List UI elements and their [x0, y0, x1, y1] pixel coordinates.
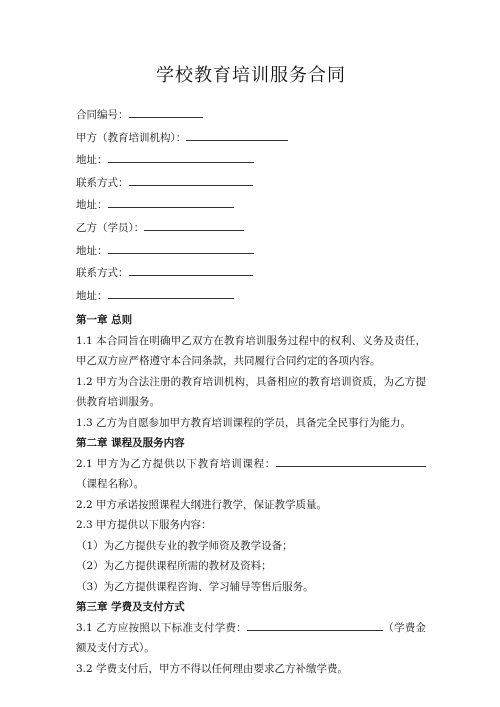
chapter-3 — [76, 597, 426, 679]
field-label: 甲方（教育培训机构）： — [76, 131, 187, 144]
party-b-address-field — [76, 243, 426, 258]
clause-2-1 — [76, 454, 426, 495]
clause-text: 2.1 甲方为乙方提供以下教育培训课程： — [76, 457, 276, 470]
party-a-address-field — [76, 152, 426, 167]
field-blank[interactable] — [108, 197, 234, 208]
field-label: 地址： — [76, 154, 108, 167]
field-label: 地址： — [76, 244, 108, 257]
field-label: 联系方式： — [76, 176, 129, 189]
service-item: （1）为乙方提供专业的教学师资及教学设备； — [76, 539, 293, 552]
party-a-address2-field — [76, 197, 426, 212]
clause-3-2: 3.2 学费支付后，甲方不得以任何理由要求乙方补缴学费。 — [76, 662, 349, 675]
clause-2-3: 2.3 甲方提供以下服务内容： — [76, 519, 212, 532]
field-blank[interactable] — [129, 175, 253, 186]
field-blank[interactable] — [129, 107, 203, 118]
field-label: 合同编号： — [76, 109, 129, 121]
party-a-field — [76, 130, 426, 145]
clause-text: 3.1 乙方应按照以下标准支付学费： — [76, 621, 247, 634]
course-name-blank[interactable] — [276, 456, 426, 467]
header-fields — [76, 107, 426, 303]
clause-1-2: 1.2 甲方为合法注册的教育培训机构，具备相应的教育培训资质，为乙方提供教育培训服务。 — [76, 375, 426, 409]
clause-text: （课程名称）。 — [76, 478, 145, 491]
field-blank[interactable] — [108, 152, 254, 163]
field-label: 乙方（学员）： — [76, 221, 145, 234]
tuition-blank[interactable] — [247, 620, 383, 631]
chapter-1 — [76, 310, 426, 433]
party-b-address2-field — [76, 288, 426, 303]
party-b-field — [76, 220, 426, 235]
field-label: 联系方式： — [76, 267, 129, 280]
document-title: 学校教育培训服务合同 — [156, 65, 346, 86]
clause-2-2: 2.2 甲方承诺按照课程大纲进行教学，保证教学质量。 — [76, 498, 328, 511]
field-blank[interactable] — [108, 243, 254, 254]
clause-1-1: 1.1 本合同旨在明确甲乙双方在教育培训服务过程中的权利、义务及责任，甲乙双方应严格遵守本合同条款，共同履行合同约定的各项内容。 — [76, 334, 426, 368]
field-label: 地址： — [76, 289, 108, 302]
chapter-heading: 第三章 学费及支付方式 — [76, 601, 185, 614]
party-a-contact-field — [76, 175, 426, 190]
clause-1-3: 1.3 乙方为自愿参加甲方教育培训课程的学员，具备完全民事行为能力。 — [76, 416, 412, 429]
party-b-contact-field — [76, 265, 426, 280]
service-item: （2）为乙方提供课程所需的教材及资料； — [76, 560, 272, 573]
field-blank[interactable] — [108, 288, 234, 299]
field-blank[interactable] — [144, 220, 244, 231]
chapter-heading: 第一章 总则 — [76, 314, 133, 327]
contract-number-field — [76, 107, 426, 122]
chapter-heading: 第二章 课程及服务内容 — [76, 437, 185, 450]
chapter-2 — [76, 433, 426, 597]
service-item: （3）为乙方提供课程咨询、学习辅导等售后服务。 — [76, 580, 314, 593]
field-blank[interactable] — [129, 265, 253, 276]
clause-text: （学费金额及支付方式）。 — [76, 621, 426, 655]
field-blank[interactable] — [186, 130, 288, 141]
field-label: 地址： — [76, 199, 108, 212]
clause-3-1 — [76, 618, 426, 659]
